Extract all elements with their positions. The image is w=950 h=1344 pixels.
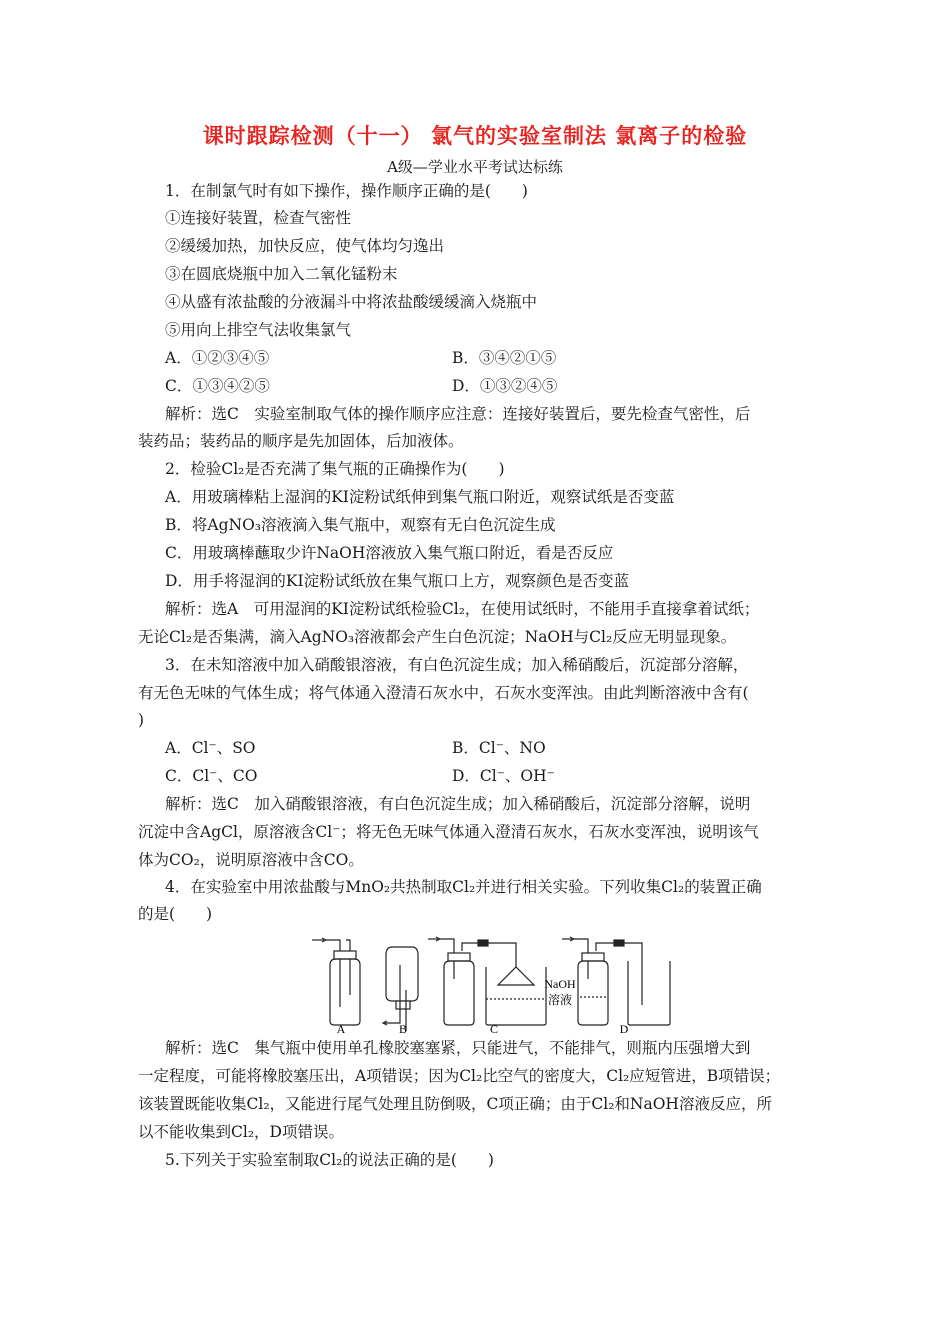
q1-analysis-line-2: 装药品；装药品的顺序是先加固体，后加液体。 bbox=[138, 432, 464, 450]
q4-analysis-line-4: 以不能收集到Cl₂，D项错误。 bbox=[138, 1123, 344, 1141]
q3-option-a: A．Cl⁻、SO bbox=[165, 739, 256, 757]
q1-step-3: ③在圆底烧瓶中加入二氧化锰粉末 bbox=[165, 265, 398, 283]
q2-option-c: C．用玻璃棒蘸取少许NaOH溶液放入集气瓶口附近，看是否反应 bbox=[165, 544, 614, 562]
q1-option-a: A．①②③④⑤ bbox=[165, 349, 270, 367]
q4-stem-line-2: 的是( ) bbox=[138, 905, 213, 923]
gas-collection-apparatus-figure bbox=[300, 935, 700, 1035]
q4-analysis-line-1: 解析：选C 集气瓶中使用单孔橡胶塞塞紧，只能进气，不能排气，则瓶内压强增大到 bbox=[165, 1039, 751, 1057]
apparatus-label-b: B bbox=[398, 1022, 408, 1035]
q3-option-b: B．Cl⁻、NO bbox=[452, 739, 546, 757]
q2-option-b: B．将AgNO₃溶液滴入集气瓶中，观察有无白色沉淀生成 bbox=[165, 516, 556, 534]
apparatus-c bbox=[428, 937, 546, 1025]
q4-stem-line-1: 4．在实验室中用浓盐酸与MnO₂共热制取Cl₂并进行相关实验。下列收集Cl₂的装置正确 bbox=[165, 878, 762, 896]
q3-analysis-line-2: 沉淀中含AgCl，原溶液含Cl⁻；将无色无味气体通入澄清石灰水，石灰水变浑浊，说明该气 bbox=[138, 823, 759, 841]
q1-option-d: D．①③②④⑤ bbox=[452, 377, 558, 395]
apparatus-label-a: A bbox=[336, 1022, 346, 1035]
q1-step-5: ⑤用向上排空气法收集氯气 bbox=[165, 321, 352, 339]
q4-analysis-line-3: 该装置既能收集Cl₂，又能进行尾气处理且防倒吸，C项正确；由于Cl₂和NaOH溶液反应，所 bbox=[138, 1095, 772, 1113]
apparatus-d bbox=[562, 937, 670, 1025]
q3-analysis-line-3: 体为CO₂，说明原溶液中含CO。 bbox=[138, 851, 364, 869]
q2-stem: 2．检验Cl₂是否充满了集气瓶的正确操作为( ) bbox=[165, 460, 505, 478]
q2-option-d: D．用手将湿润的KI淀粉试纸放在集气瓶口上方，观察颜色是否变蓝 bbox=[165, 572, 630, 590]
q3-stem-line-2: 有无色无味的气体生成；将气体通入澄清石灰水中，石灰水变浑浊。由此判断溶液中含有( bbox=[138, 684, 749, 702]
naoh-label: NaOH bbox=[544, 977, 576, 991]
q1-option-b: B．③④②①⑤ bbox=[452, 349, 557, 367]
q2-analysis-line-2: 无论Cl₂是否集满，滴入AgNO₃溶液都会产生白色沉淀；NaOH与Cl₂反应无明显现象。 bbox=[138, 628, 737, 646]
apparatus-label-c: C bbox=[489, 1022, 499, 1035]
q1-option-c: C．①③④②⑤ bbox=[165, 377, 270, 395]
q1-step-1: ①连接好装置，检查气密性 bbox=[165, 209, 352, 227]
q1-step-4: ④从盛有浓盐酸的分液漏斗中将浓盐酸缓缓滴入烧瓶中 bbox=[165, 293, 538, 311]
q2-analysis-line-1: 解析：选A 可用湿润的KI淀粉试纸检验Cl₂，在使用试纸时，不能用手直接拿着试纸； bbox=[165, 600, 760, 618]
solution-label: 溶液 bbox=[547, 993, 573, 1007]
apparatus-label-d: D bbox=[619, 1022, 629, 1035]
apparatus-a bbox=[312, 938, 360, 1025]
q3-option-c: C．Cl⁻、CO bbox=[165, 767, 258, 785]
q1-analysis-line-1: 解析：选C 实验室制取气体的操作顺序应注意：连接好装置后，要先检查气密性，后 bbox=[165, 405, 751, 423]
q3-stem-line-3: ) bbox=[138, 711, 145, 729]
q4-analysis-line-2: 一定程度，可能将橡胶塞压出，A项错误；因为Cl₂比空气的密度大，Cl₂应短管进，B项错误； bbox=[138, 1067, 781, 1085]
section-subtitle: A级—学业水平考试达标练 bbox=[387, 158, 563, 176]
q3-stem-line-1: 3．在未知溶液中加入硝酸银溶液，有白色沉淀生成；加入稀硝酸后，沉淀部分溶解， bbox=[165, 656, 749, 674]
q5-stem: 5.下列关于实验室制取Cl₂的说法正确的是( ) bbox=[165, 1151, 494, 1169]
q2-option-a: A．用玻璃棒粘上湿润的KI淀粉试纸伸到集气瓶口附近，观察试纸是否变蓝 bbox=[165, 488, 675, 506]
q1-step-2: ②缓缓加热，加快反应，使气体均匀逸出 bbox=[165, 237, 445, 255]
q3-analysis-line-1: 解析：选C 加入硝酸银溶液，有白色沉淀生成；加入稀硝酸后，沉淀部分溶解，说明 bbox=[165, 795, 751, 813]
page-title: 课时跟踪检测（十一） 氯气的实验室制法 氯离子的检验 bbox=[202, 124, 748, 148]
q1-stem: 1．在制氯气时有如下操作，操作顺序正确的是( ) bbox=[165, 182, 528, 200]
q3-option-d: D．Cl⁻、OH⁻ bbox=[452, 767, 555, 785]
apparatus-b bbox=[383, 947, 418, 1031]
